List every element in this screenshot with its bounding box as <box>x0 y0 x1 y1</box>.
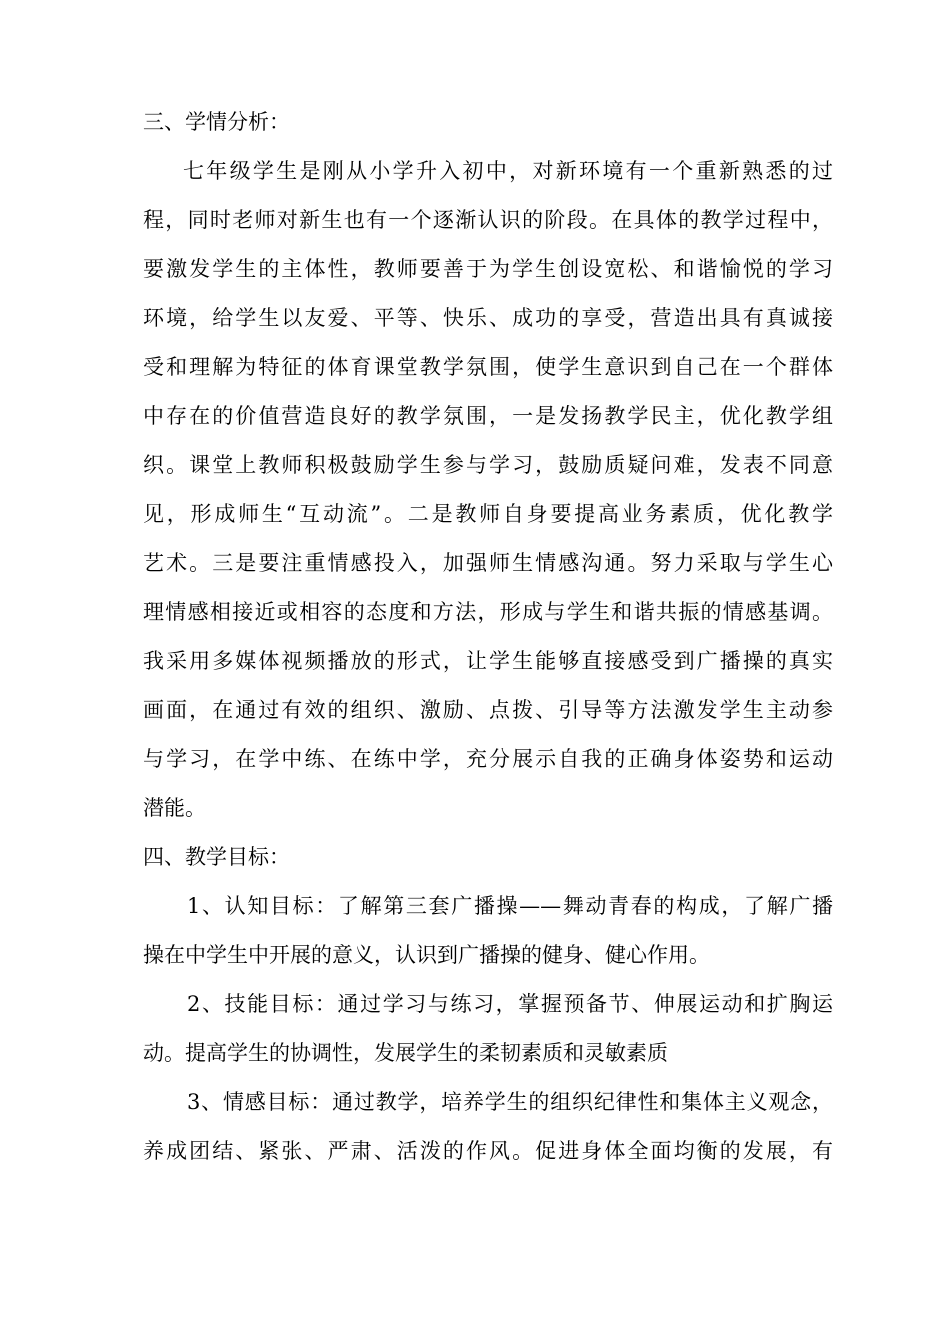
learner-analysis-paragraph <box>143 147 833 833</box>
paragraph-line: 中存在的价值营造良好的教学氛围，一是发扬教学民主，优化教学组 <box>143 404 833 428</box>
paragraph-line: 潜能。 <box>143 796 206 820</box>
paragraph-line: 织。课堂上教师积极鼓励学生参与学习，鼓励质疑问难，发表不同意 <box>143 453 833 477</box>
paragraph-line: 理情感相接近或相容的态度和方法，形成与学生和谐共振的情感基调。 <box>143 600 833 624</box>
goal-line: 动。提高学生的协调性，发展学生的柔韧素质和灵敏素质 <box>143 1041 668 1065</box>
goal-skill <box>143 980 833 1078</box>
paragraph-line: 我采用多媒体视频播放的形式，让学生能够直接感受到广播操的真实 <box>143 649 833 673</box>
paragraph-line: 与学习，在学中练、在练中学，充分展示自我的正确身体姿势和运动 <box>143 747 833 771</box>
goal-cognitive <box>143 882 833 980</box>
paragraph-line: 艺术。三是要注重情感投入，加强师生情感沟通。努力采取与学生心 <box>143 551 833 575</box>
goal-line: 养成团结、紧张、严肃、活泼的作风。促进身体全面均衡的发展，有 <box>143 1139 833 1163</box>
goal-line: 3、情感目标：通过教学，培养学生的组织纪律性和集体主义观念， <box>187 1090 833 1114</box>
goal-line: 2、技能目标：通过学习与练习，掌握预备节、伸展运动和扩胸运 <box>187 992 833 1016</box>
document-body <box>143 98 833 1176</box>
paragraph-line: 七年级学生是刚从小学升入初中，对新环境有一个重新熟悉的过 <box>183 159 833 183</box>
paragraph-line: 环境，给学生以友爱、平等、快乐、成功的享受，营造出具有真诚接 <box>143 306 833 330</box>
paragraph-line: 受和理解为特征的体育课堂教学氛围，使学生意识到自己在一个群体 <box>143 355 833 379</box>
paragraph-line: 画面，在通过有效的组织、激励、点拨、引导等方法激发学生主动参 <box>143 698 833 722</box>
goal-line: 操在中学生中开展的意义，认识到广播操的健身、健心作用。 <box>143 943 710 967</box>
paragraph-line: 要激发学生的主体性，教师要善于为学生创设宽松、和谐愉悦的学习 <box>143 257 833 281</box>
paragraph-line: 见，形成师生“互动流”。二是教师自身要提高业务素质，优化教学 <box>143 502 833 526</box>
paragraph-line: 程，同时老师对新生也有一个逐渐认识的阶段。在具体的教学过程中， <box>143 208 833 232</box>
goal-line: 1、认知目标：了解第三套广播操——舞动青春的构成，了解广播 <box>187 894 833 918</box>
section-heading-teaching-goals: 四、教学目标： <box>143 845 290 869</box>
section-heading-learner-analysis: 三、学情分析： <box>143 110 290 134</box>
goal-affective <box>143 1078 833 1176</box>
